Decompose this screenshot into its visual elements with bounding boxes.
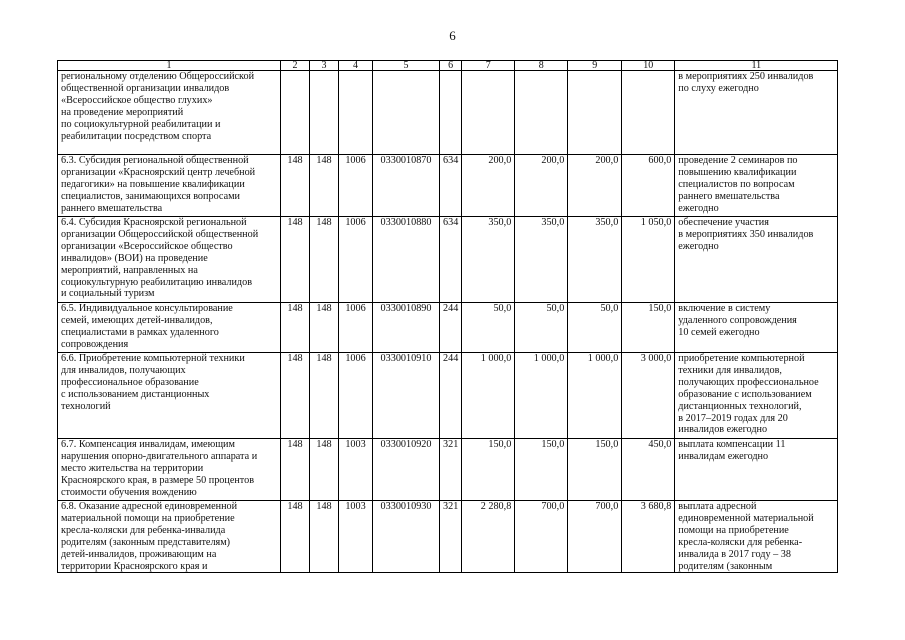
amount-total-cell [622,71,675,155]
column-header: 1 [58,61,281,71]
amount-2018-cell: 200,0 [515,155,568,217]
amount-2018-cell: 150,0 [515,439,568,501]
amount-total-cell: 3 000,0 [622,353,675,439]
gr-code-cell: 148 [281,303,310,353]
measure-name-cell: 6.6. Приобретение компьютерной техники для инвалидов, получающих профессиональное образование с использованием дистанционных технологий [58,353,281,439]
section-code-cell: 1006 [339,353,373,439]
result-description-cell: в мероприятиях 250 инвалидов по слуху ежегодно [675,71,838,155]
gr-code-cell: 148 [281,353,310,439]
expense-type-code-cell: 244 [440,303,462,353]
amount-total-cell: 450,0 [622,439,675,501]
amount-2019-cell: 1 000,0 [568,353,622,439]
gr-code-cell: 148 [281,217,310,303]
measure-name-cell: региональному отделению Общероссийской общественной организации инвалидов «Всероссийское общество глухих» на проведение мероприятий по социокультурной реабилитации и реабилитации посредством спорта [58,71,281,155]
table-row [58,353,838,439]
table-row [58,439,838,501]
section-code-cell: 1006 [339,155,373,217]
table-row [58,303,838,353]
target-article-code-cell [373,71,440,155]
section-code-cell: 1006 [339,303,373,353]
amount-2017-cell: 350,0 [462,217,515,303]
table-row [58,71,838,155]
section-code-cell: 1003 [339,439,373,501]
amount-total-cell: 1 050,0 [622,217,675,303]
result-description-cell: приобретение компьютерной техники для инвалидов, получающих профессиональное образование с использованием дистанционных технологий, в 2017–2019 годах для 20 инвалидов ежегодно [675,353,838,439]
gr-code-cell: 148 [281,155,310,217]
column-header: 8 [515,61,568,71]
expense-type-code-cell [440,71,462,155]
table-row [58,155,838,217]
amount-2017-cell: 200,0 [462,155,515,217]
column-header: 5 [373,61,440,71]
amount-2019-cell: 700,0 [568,501,622,573]
rz-pr-code-cell: 148 [310,439,339,501]
column-header: 11 [675,61,838,71]
amount-total-cell: 600,0 [622,155,675,217]
section-code-cell: 1006 [339,217,373,303]
expense-type-code-cell: 321 [440,439,462,501]
target-article-code-cell: 0330010870 [373,155,440,217]
expense-type-code-cell: 321 [440,501,462,573]
amount-2019-cell [568,71,622,155]
amount-2017-cell [462,71,515,155]
amount-2017-cell: 2 280,8 [462,501,515,573]
result-description-cell: выплата компенсации 11 инвалидам ежегодно [675,439,838,501]
amount-2018-cell: 1 000,0 [515,353,568,439]
rz-pr-code-cell: 148 [310,217,339,303]
amount-2019-cell: 350,0 [568,217,622,303]
column-header: 3 [310,61,339,71]
column-number-header-row [58,61,838,71]
column-header: 2 [281,61,310,71]
table-row [58,217,838,303]
column-header: 4 [339,61,373,71]
target-article-code-cell: 0330010910 [373,353,440,439]
rz-pr-code-cell: 148 [310,303,339,353]
column-header: 7 [462,61,515,71]
amount-total-cell: 3 680,8 [622,501,675,573]
amount-2017-cell: 150,0 [462,439,515,501]
gr-code-cell: 148 [281,439,310,501]
gr-code-cell: 148 [281,501,310,573]
target-article-code-cell: 0330010890 [373,303,440,353]
column-header: 6 [440,61,462,71]
target-article-code-cell: 0330010920 [373,439,440,501]
program-table [57,60,838,573]
amount-total-cell: 150,0 [622,303,675,353]
result-description-cell: включение в систему удаленного сопровождения 10 семей ежегодно [675,303,838,353]
amount-2017-cell: 50,0 [462,303,515,353]
expense-type-code-cell: 244 [440,353,462,439]
measure-name-cell: 6.7. Компенсация инвалидам, имеющим нарушения опорно-двигательного аппарата и место жительства на территории Красноярского края, в размере 50 процентов стоимости обучения вождению [58,439,281,501]
gr-code-cell [281,71,310,155]
column-header: 9 [568,61,622,71]
rz-pr-code-cell [310,71,339,155]
result-description-cell: обеспечение участия в мероприятиях 350 инвалидов ежегодно [675,217,838,303]
result-description-cell: выплата адресной единовременной материальной помощи на приобретение кресла-коляски для ребенка- инвалида в 2017 году – 38 родителям (законным [675,501,838,573]
table-row [58,501,838,573]
rz-pr-code-cell: 148 [310,501,339,573]
page-number: 6 [449,28,456,43]
amount-2019-cell: 50,0 [568,303,622,353]
measure-name-cell: 6.3. Субсидия региональной общественной организации «Красноярский центр лечебной педагогики» на повышение квалификации специалистов, занимающихся вопросами раннего вмешательства [58,155,281,217]
measure-name-cell: 6.5. Индивидуальное консультирование семей, имеющих детей-инвалидов, специалистами в рамках удаленного сопровождения [58,303,281,353]
amount-2018-cell [515,71,568,155]
result-description-cell: проведение 2 семинаров по повышению квалификации специалистов по вопросам раннего вмешательства ежегодно [675,155,838,217]
amount-2018-cell: 700,0 [515,501,568,573]
amount-2019-cell: 200,0 [568,155,622,217]
amount-2018-cell: 50,0 [515,303,568,353]
section-code-cell [339,71,373,155]
amount-2019-cell: 150,0 [568,439,622,501]
measure-name-cell: 6.4. Субсидия Красноярской региональной организации Общероссийской общественной организации «Всероссийское общество инвалидов» (ВОИ) на проведение мероприятий, направленных на социокультурную реабилитацию инвалидов и социальный туризм [58,217,281,303]
amount-2018-cell: 350,0 [515,217,568,303]
measure-name-cell: 6.8. Оказание адресной единовременной материальной помощи на приобретение кресла-коляски для ребенка-инвалида родителям (законным представителям) детей-инвалидов, проживающим на территории Красноярского края и [58,501,281,573]
target-article-code-cell: 0330010880 [373,217,440,303]
column-header: 10 [622,61,675,71]
rz-pr-code-cell: 148 [310,155,339,217]
target-article-code-cell: 0330010930 [373,501,440,573]
rz-pr-code-cell: 148 [310,353,339,439]
expense-type-code-cell: 634 [440,155,462,217]
section-code-cell: 1003 [339,501,373,573]
amount-2017-cell: 1 000,0 [462,353,515,439]
expense-type-code-cell: 634 [440,217,462,303]
